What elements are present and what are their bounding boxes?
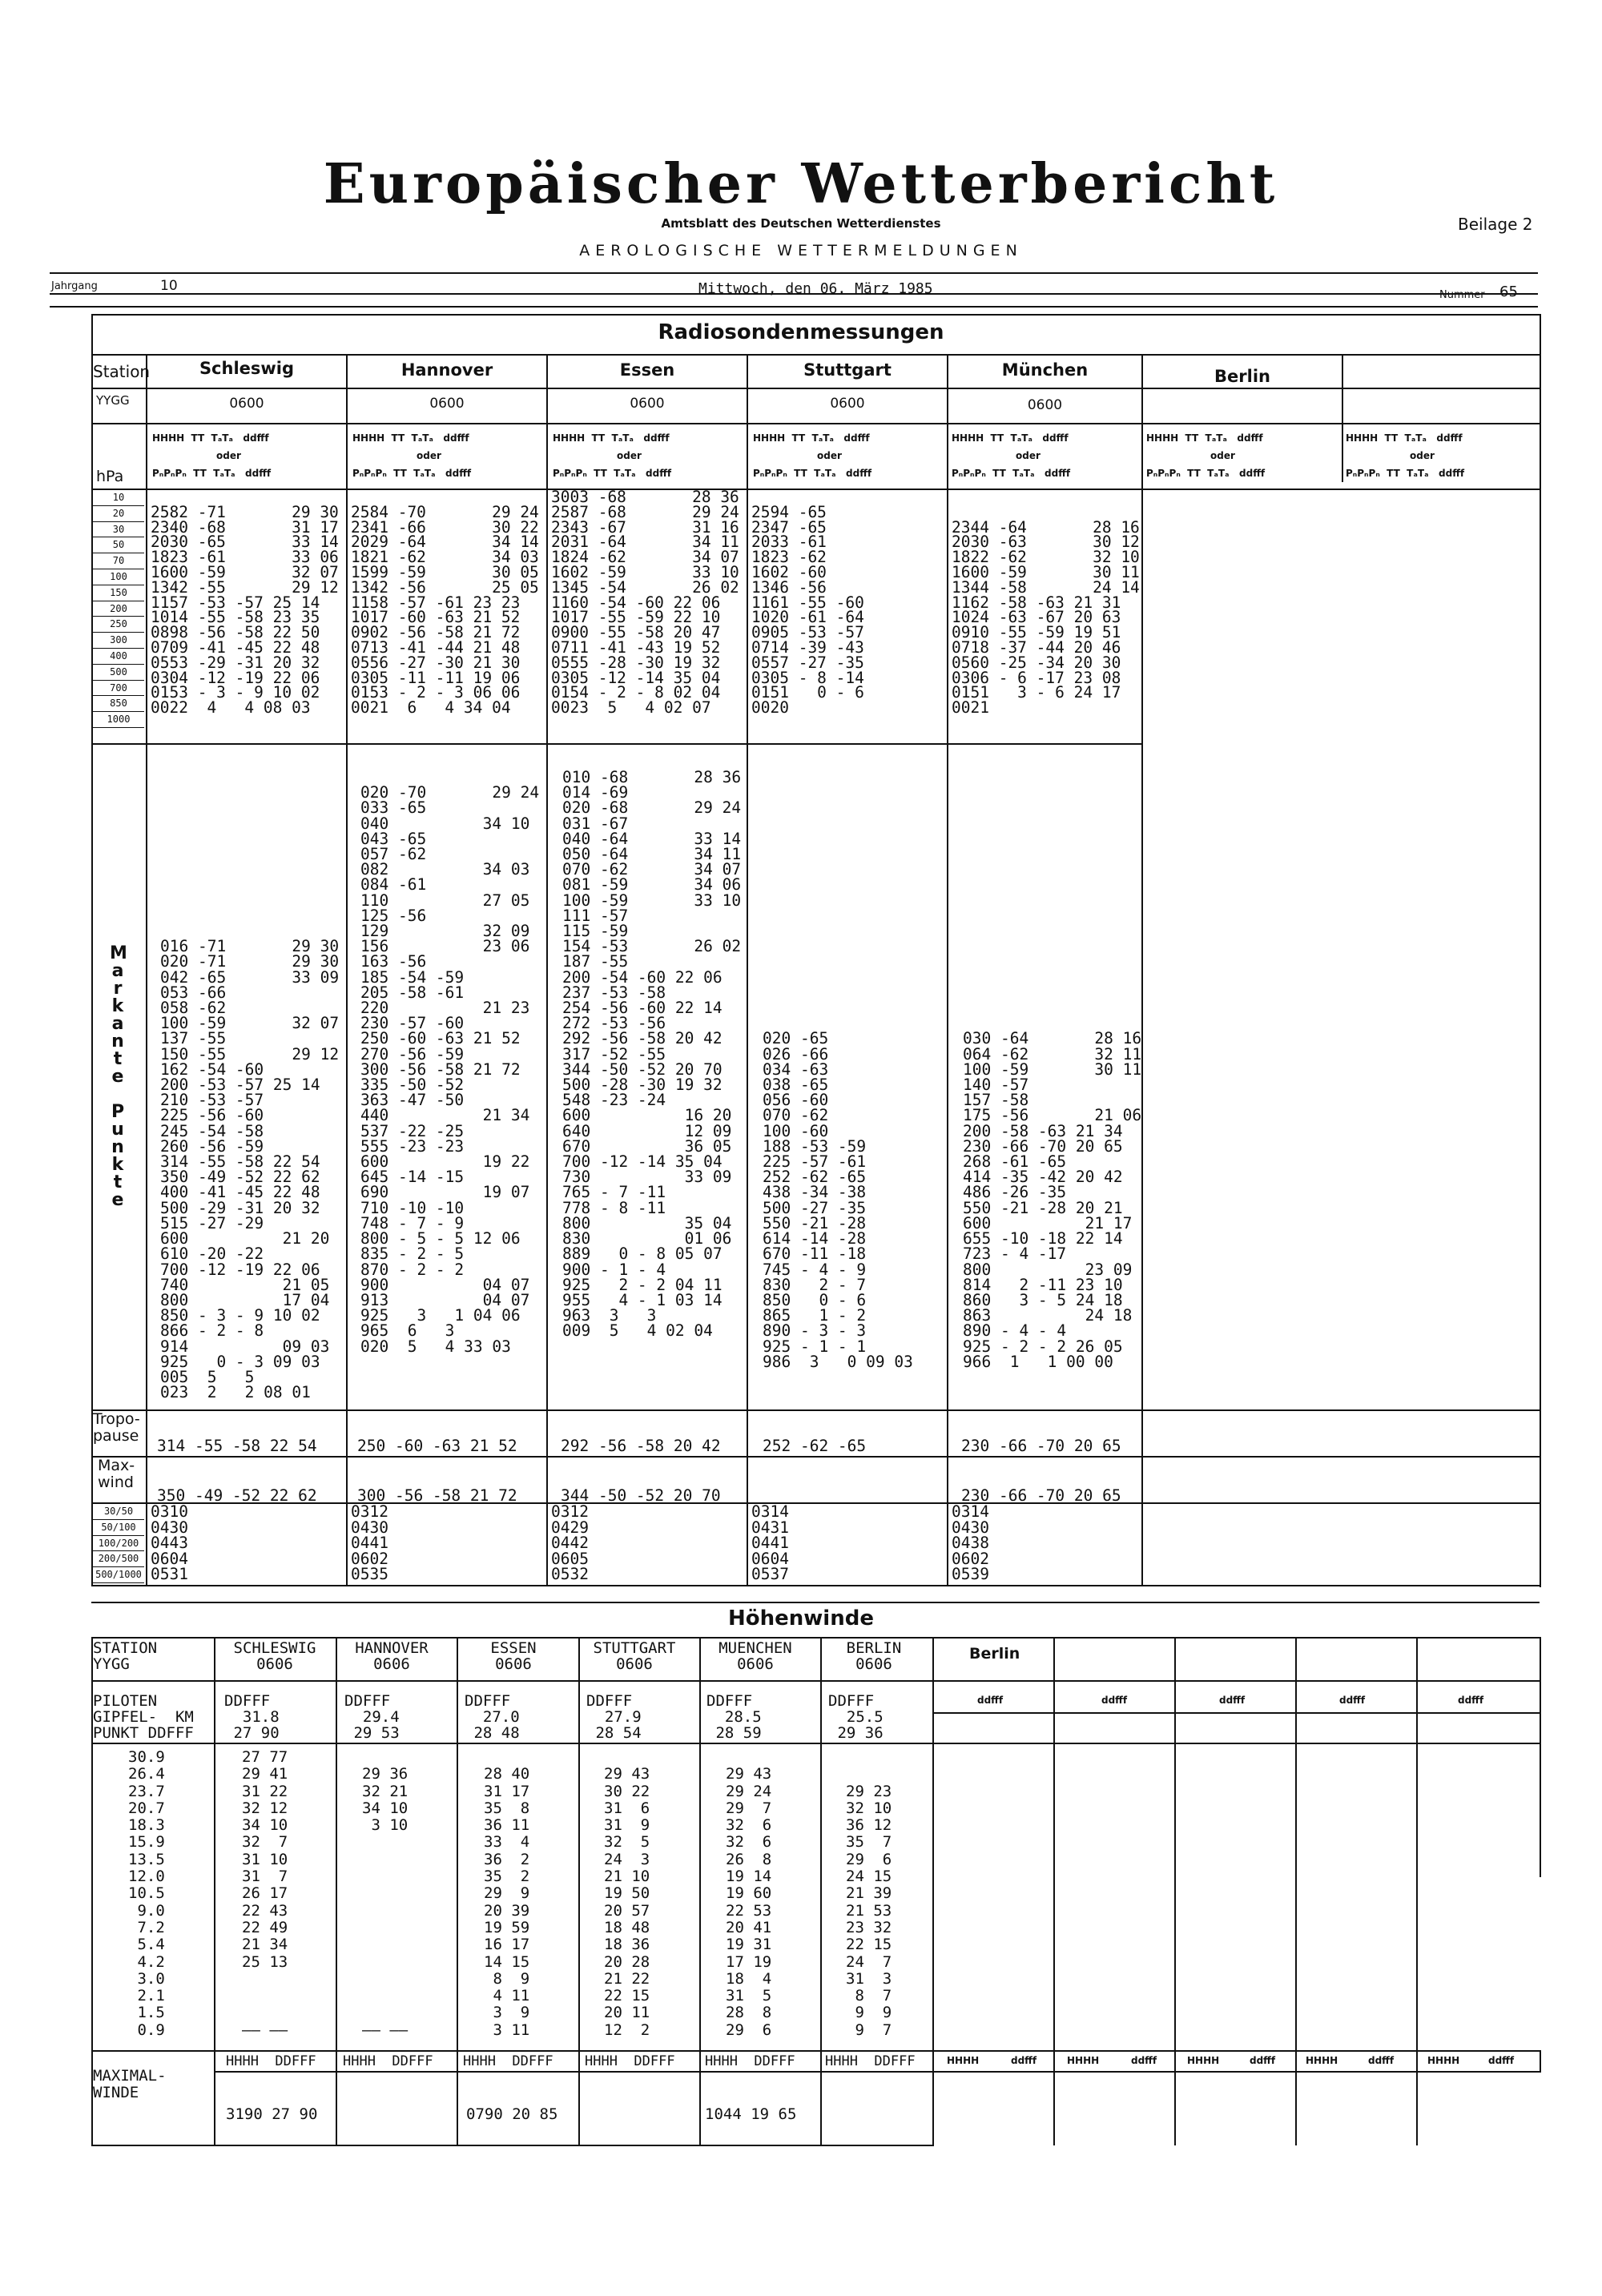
col-hdr-2: PₙPₙPₙ TT TₐTₐ ddfff <box>753 468 872 479</box>
hw-col-sep-0 <box>214 1637 215 2145</box>
hw-pt: 29 36 <box>837 1724 884 1742</box>
nummer-label: Nummer <box>1439 289 1485 301</box>
row-rule-yygg <box>91 423 1540 424</box>
col-hdr-oder-1: oder <box>1210 450 1235 461</box>
hw-maximal-label: MAXIMAL- WINDE <box>93 2067 167 2101</box>
hw-station-name: HANNOVER <box>355 1639 429 1657</box>
hw-station-time: 0606 <box>495 1655 532 1673</box>
hoehenwinde-title: Höhenwinde <box>728 1606 874 1631</box>
col-hdr-2: PₙPₙPₙ TT TₐTₐ ddfff <box>1346 468 1465 479</box>
beilage-label: Beilage 2 <box>1458 215 1533 234</box>
hw-ddfff: DDFFF <box>586 1692 633 1710</box>
hpa-level: 10 <box>93 490 144 506</box>
hw-extra-max-hdr: HHHH <box>947 2055 980 2066</box>
layers-rule <box>91 1502 1540 1504</box>
hw-km: 27.9 <box>604 1708 642 1726</box>
col-hdr-1: HHHH TT TₐTₐ ddfff <box>1146 432 1263 444</box>
station-label: Station <box>93 362 151 381</box>
hw-col-berlin: 29 23 32 10 36 12 35 7 29 6 24 15 21 39 21 53 23 32 22 15 24 7 31 3 8 7 9 9 9 7 <box>846 1782 892 2039</box>
mp-data-muenchen: 030 -64 28 16 064 -62 32 11 100 -59 30 11 140 -57 157 -58 175 -56 21 06 200 -58 -63 21 34 230 -66 -70 20 65 268 -61 -65 414 -35 -42 20 42 486 -26 -35 550 -21 -28 20 21 600 21 17 655 -10 -18 22 14 723 - 4 -17 800 23 09 814 2 -11 23 10 860 3 - 5 24 18 863 24 18 890 - 4 - 4 925 - 2 - 2 26 05 966 1 1 00 00 <box>963 1029 1142 1371</box>
hpa-level: 100 <box>93 569 144 585</box>
layer-label: 30/50 <box>93 1504 144 1520</box>
hw-extra-max-hdr: HHHH <box>1187 2055 1220 2066</box>
col-hdr-oder-1: oder <box>417 450 441 461</box>
hw-station-time: 0606 <box>616 1655 653 1673</box>
station-name-berlin: Berlin <box>1214 367 1270 386</box>
hw-max-hdr: HHHH DDFFF <box>705 2053 795 2069</box>
hpa-level: 700 <box>93 681 144 697</box>
hpa-levels <box>93 490 144 728</box>
row-rule-station <box>91 388 1540 389</box>
hw-pt: 27 90 <box>233 1724 280 1742</box>
time-muenchen: 0600 <box>1027 397 1063 413</box>
maxwind-muenchen: 230 -66 -70 20 65 <box>961 1486 1121 1505</box>
hw-piloten-schleswig <box>224 1693 280 1741</box>
col-hdr-2: PₙPₙPₙ TT TₐTₐ ddfff <box>1146 468 1266 479</box>
hw-station-time: 0606 <box>737 1655 774 1673</box>
hw-right-edge <box>1540 1637 1541 1877</box>
mp-data-essen: 010 -68 28 36 014 -69 020 -68 29 24 031 -67 040 -64 33 14 050 -64 34 11 070 -62 34 07 081 -59 34 06 100 -59 33 10 111 -57 115 -59 154 -53 26 02 187 -55 200 -54 -60 22 06 237 -53 -58 254 -56 -60 22 14 272 -53 -56 292 -56 -58 20 42 317 -52 -55 344 -50 -52 20 70 500 -28 -30 19 32 548 -23 -24 600 16 20 640 12 09 670 36 05 700 -12 -14 35 04 730 33 09 765 - 7 -11 778 - 8 -11 800 35 04 830 01 06 889 0 - 8 05 07 900 - 1 - 4 925 2 - 2 04 11 955 4 - 1 03 14 963 3 3 009 5 4 02 04 <box>562 768 742 1341</box>
hw-pt: 28 48 <box>473 1724 520 1742</box>
hw-extra-hdr: ddfff <box>1458 1695 1484 1706</box>
hw-max-hdr: HHHH DDFFF <box>226 2053 316 2069</box>
col-hdr-2: PₙPₙPₙ TT TₐTₐ ddfff <box>952 468 1071 479</box>
hw-station-label: STATION YYGG <box>93 1639 158 1673</box>
hw-rule-stations <box>91 1680 1540 1682</box>
hw-extra-max-hdr: HHHH <box>1067 2055 1100 2066</box>
mp-data-schleswig: 016 -71 29 30 020 -71 29 30 042 -65 33 09 053 -66 058 -62 100 -59 32 07 137 -55 150 -55 29 12 162 -54 -60 200 -53 -57 25 14 210 -53 -57 225 -56 -60 245 -54 -58 260 -56 -59 314 -55 -58 22 54 350 -49 -52 22 62 400 -41 -45 22 48 500 -29 -31 20 32 515 -27 -29 600 21 20 610 -20 -22 700 -12 -19 22 06 740 21 05 800 17 04 850 - 3 - 9 10 02 866 - 2 - 8 914 09 03 925 0 - 3 09 03 005 5 5 023 2 2 08 01 <box>160 937 340 1402</box>
hw-col-stuttgart: 29 43 30 22 31 6 31 9 32 5 24 3 21 10 19 50 20 57 18 48 18 36 20 28 21 22 22 15 20 11 12 2 <box>604 1765 650 2039</box>
mp-data-hannover: 020 -70 29 24 033 -65 040 34 10 043 -65 057 -62 082 34 03 084 -61 110 27 05 125 -56 129 32 09 156 23 06 163 -56 185 -54 -59 205 -58 -61 220 21 23 230 -57 -60 250 -60 -63 21 52 270 -56 -59 300 -56 -58 21 72 335 -50 -52 363 -47 -50 440 21 34 537 -22 -25 555 -23 -23 600 19 22 645 -14 -15 690 19 07 710 -10 -10 748 - 7 - 9 800 - 5 - 5 12 06 835 - 2 - 5 870 - 2 - 2 900 04 07 913 04 07 925 3 1 04 06 965 6 3 020 5 4 33 03 <box>360 783 540 1356</box>
station-name-muenchen: München <box>1001 360 1089 380</box>
hw-station-time: 0606 <box>256 1655 293 1673</box>
col-sep-6 <box>1342 354 1343 482</box>
hw-station-name: MUENCHEN <box>718 1639 792 1657</box>
layer-label: 500/1000 <box>93 1567 144 1583</box>
nummer-value: 65 <box>1499 283 1518 300</box>
hw-pt: 28 54 <box>595 1724 642 1742</box>
station-name-schleswig: Schleswig <box>199 359 295 378</box>
col-hdr-1: HHHH TT TₐTₐ ddfff <box>753 432 870 444</box>
tropo-stuttgart: 252 -62 -65 <box>763 1437 867 1455</box>
hpa-level: 500 <box>93 665 144 681</box>
hw-ddfff: DDFFF <box>828 1692 875 1710</box>
layers-essen: 0312 0429 0442 0605 0532 <box>551 1502 589 1584</box>
hw-km: 25.5 <box>846 1708 884 1726</box>
rs-data-essen: 3003 -68 28 36 2587 -68 29 24 2343 -67 31 16 2031 -64 34 11 1824 -62 34 07 1602 -59 33 10 1345 -54 26 02 1160 -54 -60 22 06 1017 -55 -59 22 10 0900 -55 -58 20 47 0711 -41 -43 19 52 0555 -28 -30 19 32 0305 -12 -14 35 04 0154 - 2 - 8 02 04 0023 5 4 02 07 <box>551 488 739 718</box>
col-hdr-oder-1: oder <box>1016 450 1040 461</box>
hw-piloten-hannover <box>344 1693 400 1741</box>
hw-extra-station: Berlin <box>969 1645 1020 1663</box>
hw-extra-max-hdr: ddfff <box>1250 2055 1276 2066</box>
hw-station-name: ESSEN <box>490 1639 537 1657</box>
hw-ddfff: DDFFF <box>706 1692 753 1710</box>
hw-max-hdr: HHHH DDFFF <box>463 2053 553 2069</box>
maxwind-schleswig: 350 -49 -52 22 62 <box>157 1486 317 1505</box>
layers-muenchen: 0314 0430 0438 0602 0539 <box>952 1502 989 1584</box>
hw-max-hdr: HHHH DDFFF <box>585 2053 675 2069</box>
hw-piloten-stuttgart <box>586 1693 642 1741</box>
hw-extra-max-hdr: HHHH <box>1306 2055 1338 2066</box>
hw-station-time: 0606 <box>855 1655 892 1673</box>
layer-label: 200/500 <box>93 1551 144 1567</box>
col-hdr-oder-1: oder <box>617 450 642 461</box>
hw-heights: 30.9 26.4 23.7 20.7 18.3 15.9 13.5 12.0 10.5 9.0 7.2 5.4 4.2 3.0 2.1 1.5 0.9 <box>128 1748 165 2039</box>
hw-station-name: BERLIN <box>846 1639 902 1657</box>
layers-schleswig: 0310 0430 0443 0604 0531 <box>151 1502 188 1584</box>
rs-data-stuttgart: 2594 -65 2347 -65 2033 -61 1823 -62 1602 -60 1346 -56 1161 -55 -60 1020 -61 -64 0905 -53 -57 0714 -39 -43 0557 -27 -35 0305 - 8 -14 0151 0 - 6 0020 <box>751 502 864 718</box>
rs-data-muenchen: 2344 -64 28 16 2030 -63 30 12 1822 -62 32 10 1600 -59 30 11 1344 -58 24 14 1162 -58 -63 21 31 1024 -63 -67 20 63 0910 -55 -59 19 51 0718 -37 -44 20 46 0560 -25 -34 20 30 0306 - 6 -17 23 08 0151 3 - 6 24 17 0021 <box>952 517 1140 718</box>
hw-km: 28.5 <box>724 1708 762 1726</box>
hw-ddfff: DDFFF <box>465 1692 511 1710</box>
jahrgang-value: 10 <box>160 278 178 294</box>
hw-station-name: SCHLESWIG <box>233 1639 316 1657</box>
tropo-schleswig: 314 -55 -58 22 54 <box>157 1437 317 1455</box>
hw-piloten-muenchen <box>706 1693 762 1741</box>
hw-km: 29.4 <box>362 1708 400 1726</box>
time-schleswig: 0600 <box>229 396 264 412</box>
radiosonde-title: Radiosondenmessungen <box>658 320 944 344</box>
hw-piloten-label: PILOTEN GIPFEL- KM PUNKT DDFFF <box>93 1692 194 1742</box>
col-sep-1 <box>346 354 348 1586</box>
col-hdr-1: HHHH TT TₐTₐ ddfff <box>553 432 670 444</box>
hpa-level: 70 <box>93 553 144 569</box>
hw-extra-hdr: ddfff <box>1339 1695 1366 1706</box>
col-hdr-2: PₙPₙPₙ TT TₐTₐ ddfff <box>553 468 672 479</box>
yygg-label: YYGG <box>96 393 130 408</box>
layer-label: 50/100 <box>93 1520 144 1536</box>
hw-station-name: STUTTGART <box>593 1639 676 1657</box>
col-hdr-1: HHHH TT TₐTₐ ddfff <box>1346 432 1463 444</box>
hw-col-sep-1 <box>336 1637 337 2145</box>
hw-piloten-essen <box>465 1693 520 1741</box>
hw-pt: 29 53 <box>353 1724 400 1742</box>
hw-km: 27.0 <box>482 1708 520 1726</box>
maxwind-hannover: 300 -56 -58 21 72 <box>357 1486 517 1505</box>
page-title: Europäischer Wetterbericht <box>323 152 1279 216</box>
col-sep-4 <box>947 354 948 1586</box>
hw-km: 31.8 <box>242 1708 280 1726</box>
hw-extra-hdr: ddfff <box>977 1695 1004 1706</box>
hw-max-schleswig: 3190 27 90 <box>226 2105 318 2123</box>
hw-station-muenchen <box>703 1640 807 1672</box>
col-hdr-oder-1: oder <box>1410 450 1435 461</box>
col-hdr-1: HHHH TT TₐTₐ ddfff <box>152 432 269 444</box>
hw-ddfff: DDFFF <box>224 1692 271 1710</box>
time-stuttgart: 0600 <box>830 396 865 412</box>
col-hdr-oder-1: oder <box>817 450 842 461</box>
col-hdr-2: PₙPₙPₙ TT TₐTₐ ddfff <box>352 468 472 479</box>
hpa-level: 400 <box>93 649 144 665</box>
hw-col-essen: 28 40 31 17 35 8 36 11 33 4 36 2 35 2 29 9 20 39 19 59 16 17 14 15 8 9 4 11 3 9 3 11 <box>484 1765 530 2039</box>
hw-col-muenchen: 29 43 29 24 29 7 32 6 32 6 26 8 19 14 19 60 22 53 20 41 19 31 17 19 18 4 31 5 28 8 29 6 <box>726 1765 772 2039</box>
header-rule-bottom <box>50 306 1538 308</box>
layer-label: 100/200 <box>93 1536 144 1552</box>
frame-right-edge <box>1540 314 1541 1587</box>
hw-extra-hdr: ddfff <box>1101 1695 1128 1706</box>
station-name-stuttgart: Stuttgart <box>803 360 892 380</box>
hw-station-time: 0606 <box>373 1655 410 1673</box>
hpa-level: 50 <box>93 537 144 553</box>
col-sep-5 <box>1141 354 1143 1586</box>
col-hdr-1: HHHH TT TₐTₐ ddfff <box>352 432 469 444</box>
hpa-level: 250 <box>93 617 144 633</box>
layers-hannover: 0312 0430 0441 0602 0535 <box>351 1502 388 1584</box>
hoehenwinde-rule-title <box>91 1637 1540 1639</box>
hpa-level: 1000 <box>93 712 144 728</box>
hw-rule-bottom <box>91 2145 934 2146</box>
hw-extra-max-hdr: ddfff <box>1011 2055 1037 2066</box>
col-hdr-2: PₙPₙPₙ TT TₐTₐ ddfff <box>152 468 272 479</box>
hw-right-edge-max <box>1540 2050 1541 2073</box>
hoehenwinde-rule-top <box>91 1602 1540 1603</box>
layer-labels <box>93 1504 144 1583</box>
hw-piloten-berlin <box>828 1693 884 1741</box>
rs-data-hannover: 2584 -70 29 24 2341 -66 30 22 2029 -64 34 14 1821 -62 34 03 1599 -59 30 05 1342 -56 25 05 1158 -57 -61 23 23 1017 -60 -63 21 52 0902 -56 -58 21 72 0713 -41 -44 21 48 0556 -27 -30 21 30 0305 -11 -11 19 06 0153 - 2 - 3 06 06 0021 6 4 34 04 <box>351 502 539 718</box>
hw-extra-max-hdr: ddfff <box>1368 2055 1395 2066</box>
hw-rule-maximal <box>91 2050 1540 2052</box>
col-hdr-oder-1: oder <box>216 450 241 461</box>
tropo-hannover: 250 -60 -63 21 52 <box>357 1437 517 1455</box>
hw-col-sep-2 <box>457 1637 458 2145</box>
mp-data-stuttgart: 020 -65 026 -66 034 -63 038 -65 056 -60 070 -62 100 -60 188 -53 -59 225 -57 -61 252 -62 -65 438 -34 -38 500 -27 -35 550 -21 -28 614 -14 -28 670 -11 -18 745 - 4 - 9 830 2 - 7 850 0 - 6 865 1 - 2 890 - 3 - 3 925 - 1 - 1 986 3 0 09 03 <box>763 1029 913 1371</box>
maxwind-rule <box>91 1456 1540 1458</box>
time-hannover: 0600 <box>429 396 465 412</box>
page-subtitle: Amtsblatt des Deutschen Wetterdienstes <box>661 216 941 231</box>
station-name-hannover: Hannover <box>400 360 493 380</box>
time-essen: 0600 <box>630 396 665 412</box>
hpa-level: 150 <box>93 585 144 601</box>
hw-station-hannover <box>340 1640 444 1672</box>
hw-max-hdr: HHHH DDFFF <box>825 2053 916 2069</box>
hw-rule-max-hdr <box>214 2071 1540 2073</box>
hw-col-sep-5 <box>820 1637 822 2145</box>
hpa-level: 30 <box>93 522 144 538</box>
hpa-level: 300 <box>93 633 144 649</box>
tropo-rule <box>91 1409 1540 1411</box>
hw-extra-max-hdr: ddfff <box>1131 2055 1157 2066</box>
maxwind-label: Max- wind <box>98 1457 135 1491</box>
hw-extra-max-hdr: HHHH <box>1427 2055 1460 2066</box>
hw-col-schleswig: 27 77 29 41 31 22 32 12 34 10 32 7 31 10 31 7 26 17 22 43 22 49 21 34 25 13 —— —— <box>242 1748 288 2039</box>
hw-col-hannover: 29 36 32 21 34 10 3 10 —— —— <box>362 1765 409 2039</box>
hw-col-sep-4 <box>699 1637 701 2145</box>
tropopause-label: Tropo- pause <box>93 1410 140 1445</box>
main-levels-rule <box>91 743 1142 745</box>
hw-rule-piloten <box>91 1743 1540 1744</box>
rs-data-schleswig: 2582 -71 29 30 2340 -68 31 17 2030 -65 33 14 1823 -61 33 06 1600 -59 32 07 1342 -55 29 12 1157 -53 -57 25 14 1014 -55 -58 23 35 0898 -56 -58 22 50 0709 -41 -45 22 48 0553 -29 -31 20 32 0304 -12 -19 22 06 0153 - 3 - 9 10 02 0022 4 4 08 03 <box>151 502 339 718</box>
hw-rule-extra <box>932 1712 1540 1714</box>
issue-date: Mittwoch, den 06. März 1985 <box>698 280 933 297</box>
tropo-muenchen: 230 -66 -70 20 65 <box>961 1437 1121 1455</box>
hw-station-schleswig <box>223 1640 327 1672</box>
markante-punkte-label: M a r k a n t e P u n k t e <box>110 943 127 1210</box>
station-name-essen: Essen <box>619 360 675 380</box>
hw-max-essen: 0790 20 85 <box>466 2105 558 2123</box>
hw-station-berlin <box>822 1640 926 1672</box>
col-sep-0 <box>146 354 147 1586</box>
hw-extra-max-hdr: ddfff <box>1488 2055 1515 2066</box>
col-sep-3 <box>747 354 748 1586</box>
hw-extra-hdr: ddfff <box>1219 1695 1246 1706</box>
hw-station-essen <box>461 1640 566 1672</box>
maxwind-essen: 344 -50 -52 20 70 <box>561 1486 721 1505</box>
col-sep-2 <box>546 354 548 1586</box>
section-heading: AEROLOGISCHE WETTERMELDUNGEN <box>579 242 1023 259</box>
hw-pt: 28 59 <box>715 1724 762 1742</box>
hpa-level: 20 <box>93 506 144 522</box>
layers-stuttgart: 0314 0431 0441 0604 0537 <box>751 1502 789 1584</box>
hpa-level: 850 <box>93 696 144 712</box>
hw-col-sep-3 <box>578 1637 580 2145</box>
hw-station-stuttgart <box>582 1640 686 1672</box>
tropo-essen: 292 -56 -58 20 42 <box>561 1437 721 1455</box>
hpa-label: hPa <box>96 468 124 485</box>
hw-ddfff: DDFFF <box>344 1692 391 1710</box>
col-hdr-1: HHHH TT TₐTₐ ddfff <box>952 432 1069 444</box>
hpa-level: 200 <box>93 601 144 617</box>
hw-max-muenchen: 1044 19 65 <box>705 2105 797 2123</box>
hw-max-hdr: HHHH DDFFF <box>343 2053 433 2069</box>
jahrgang-label: Jahrgang <box>51 280 98 292</box>
header-rule-top <box>50 272 1538 274</box>
title-rule <box>91 354 1540 356</box>
